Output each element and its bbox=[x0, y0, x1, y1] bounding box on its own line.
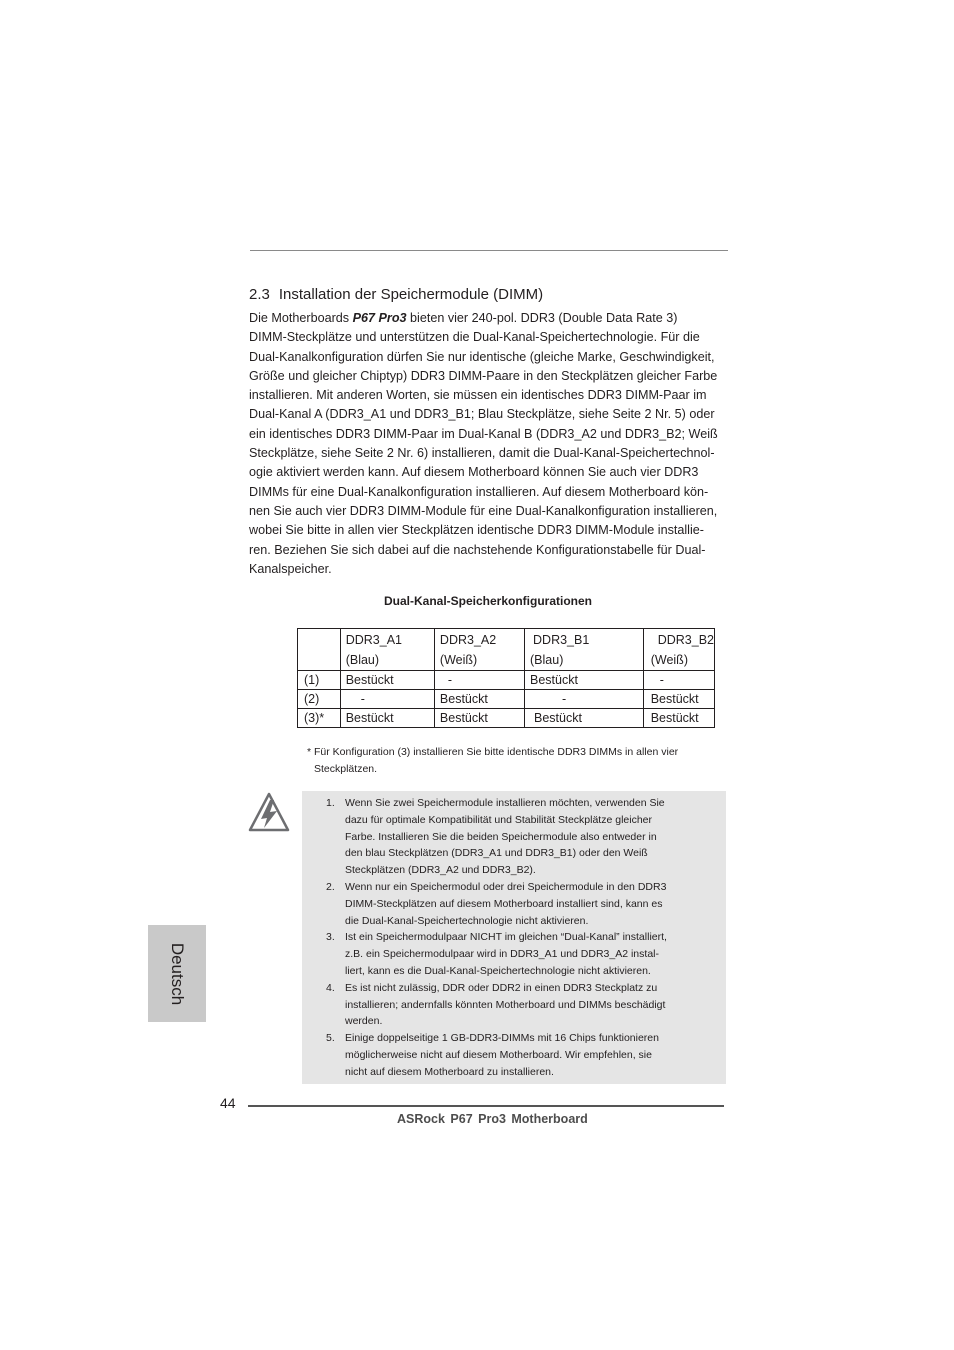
table-cell: - bbox=[340, 690, 434, 709]
note-line: die Dual-Kanal-Speichertechnologie nicht aktivieren. bbox=[345, 914, 589, 927]
note-line: Farbe. Installieren Sie die beiden Speichermodule also entweder in bbox=[345, 830, 657, 843]
footer-title: ASRock P67 Pro3 Motherboard bbox=[397, 1112, 588, 1126]
row-label: (1) bbox=[298, 671, 341, 690]
body-line: nen Sie auch vier DDR3 DIMM-Module für eine Dual-Kanalkonfiguration installieren, bbox=[249, 503, 718, 518]
footnote-line: Steckplätzen. bbox=[314, 763, 378, 775]
note-line: Steckplätzen (DDR3_A2 und DDR3_B2). bbox=[345, 864, 536, 877]
section-number: 2.3 bbox=[249, 286, 270, 303]
language-tab-label: Deutsch bbox=[168, 942, 187, 1005]
body-line: ren. Beziehen Sie sich dabei auf die nachstehende Konfigurationstabelle für Dual- bbox=[249, 542, 706, 557]
table-cell: Bestückt bbox=[525, 709, 644, 728]
slot-name: DDR3_B1 bbox=[533, 633, 590, 647]
table-cell: - bbox=[643, 671, 714, 690]
note-number: 4. bbox=[326, 981, 335, 994]
table-row bbox=[298, 709, 715, 728]
row-label: (3)* bbox=[298, 709, 341, 728]
note-line: werden. bbox=[345, 1015, 383, 1028]
table-cell: Bestückt bbox=[643, 690, 714, 709]
table-row bbox=[298, 671, 715, 690]
body-line: DIMMs für eine Dual-Kanalkonfiguration installieren. Auf diesem Motherboard kön- bbox=[249, 484, 709, 499]
table-row bbox=[298, 690, 715, 709]
slot-color: (Weiß) bbox=[439, 653, 478, 667]
note-number: 3. bbox=[326, 931, 335, 944]
body-line bbox=[249, 309, 731, 328]
note-line: nicht auf diesem Motherboard zu installieren. bbox=[345, 1065, 554, 1078]
note-line: Wenn nur ein Speichermodul oder drei Speichermodule in den DDR3 bbox=[345, 880, 667, 893]
table-header-cell bbox=[525, 629, 644, 671]
note-line: installieren; andernfalls könnten Motherboard und DIMMs beschädigt bbox=[345, 998, 666, 1011]
notes-box bbox=[302, 791, 726, 1084]
body-line: Dual-Kanalkonfiguration dürfen Sie nur identische (gleiche Marke, Geschwindigkeit, bbox=[249, 349, 715, 364]
body-line: DIMM-Steckplätze und unterstützen die Dual-Kanal-Speichertechnologie. Für die bbox=[249, 330, 700, 345]
body-line: Dual-Kanal A (DDR3_A1 und DDR3_B1; Blau Steckplätze, siehe Seite 2 Nr. 5) oder bbox=[249, 407, 715, 422]
table-header-cell bbox=[643, 629, 714, 671]
table-cell: Bestückt bbox=[434, 709, 524, 728]
slot-color: (Weiß) bbox=[650, 653, 688, 667]
note-line: Einige doppelseitige 1 GB-DDR3-DIMMs mit 16 Chips funktionieren bbox=[345, 1032, 659, 1045]
section-title: Installation der Speichermodule (DIMM) bbox=[278, 286, 544, 303]
header-rule bbox=[250, 250, 728, 251]
body-line: Größe und gleicher Chiptyp) DDR3 DIMM-Paare in den Steckplätzen gleicher Farbe bbox=[249, 368, 718, 383]
note-line: z.B. ein Speichermodulpaar wird in DDR3_A1 und DDR3_A2 instal- bbox=[345, 948, 659, 961]
slot-name: DDR3_A2 bbox=[439, 633, 497, 647]
body-line: wobei Sie bitte in allen vier Steckplätzen identische DDR3 DIMM-Module installie- bbox=[249, 523, 704, 538]
footnote-line: * Für Konfiguration (3) installieren Sie bitte identische DDR3 DIMMs in allen vier bbox=[307, 746, 679, 758]
note-line: den blau Steckplätzen (DDR3_A1 und DDR3_B1) oder den Weiß bbox=[345, 847, 648, 860]
note-line: möglicherweise nicht auf diesem Motherboard. Wir empfehlen, sie bbox=[345, 1048, 652, 1061]
table-cell: - bbox=[434, 671, 524, 690]
table-cell: - bbox=[525, 690, 644, 709]
table-cell: Bestückt bbox=[525, 671, 644, 690]
memory-config-table bbox=[297, 628, 715, 728]
body-text-fragment: bieten vier 240-pol. DDR3 (Double Data Rate 3) bbox=[406, 311, 678, 325]
note-item bbox=[326, 1030, 726, 1080]
note-number: 1. bbox=[326, 797, 335, 809]
body-line: installieren. Mit anderen Worten, sie müssen ein identisches DDR3 DIMM-Paar im bbox=[249, 388, 707, 403]
body-paragraph bbox=[249, 309, 731, 579]
table-header-cell bbox=[340, 629, 434, 671]
note-line: Wenn Sie zwei Speichermodule installieren möchten, verwenden Sie bbox=[345, 797, 665, 809]
notes-list bbox=[326, 795, 726, 1081]
table-cell: Bestückt bbox=[340, 709, 434, 728]
slot-name: DDR3_B2 bbox=[657, 633, 714, 647]
language-tab bbox=[148, 925, 206, 1022]
section-heading bbox=[249, 286, 543, 303]
note-line: liert, kann es die Dual-Kanal-Speichertechnologie nicht aktivieren. bbox=[345, 964, 651, 977]
warning-icon bbox=[248, 792, 290, 832]
note-number: 2. bbox=[326, 880, 335, 893]
note-item bbox=[326, 929, 726, 979]
slot-name: DDR3_A1 bbox=[345, 633, 402, 647]
body-text-fragment: Die Motherboards bbox=[249, 311, 353, 325]
table-header-cell bbox=[434, 629, 524, 671]
footer-rule bbox=[248, 1105, 724, 1107]
body-line: Steckplätze, siehe Seite 2 Nr. 6) installieren, damit die Dual-Kanal-Speichertechnol- bbox=[249, 446, 715, 461]
table-footnote bbox=[307, 744, 727, 778]
note-line: Ist ein Speichermodulpaar NICHT im gleichen “Dual-Kanal” installiert, bbox=[345, 931, 667, 944]
note-line: Es ist nicht zulässig, DDR oder DDR2 in einen DDR3 Steckplatz zu bbox=[345, 981, 658, 994]
table-header-row bbox=[298, 629, 715, 671]
note-number: 5. bbox=[326, 1032, 335, 1045]
slot-color: (Blau) bbox=[530, 653, 564, 667]
product-name: P67 Pro3 bbox=[352, 311, 407, 325]
row-label: (2) bbox=[298, 690, 341, 709]
note-line: DIMM-Steckplätzen auf diesem Motherboard installiert sind, kann es bbox=[345, 897, 663, 910]
body-line: ogie aktiviert werden kann. Auf diesem Motherboard können Sie auch vier DDR3 bbox=[249, 465, 699, 480]
slot-color: (Blau) bbox=[345, 653, 380, 667]
page-number: 44 bbox=[220, 1095, 236, 1111]
note-line: dazu für optimale Kompatibilität und Stabilität Steckplätze gleicher bbox=[345, 813, 653, 826]
note-item bbox=[326, 795, 726, 879]
table-cell: Bestückt bbox=[643, 709, 714, 728]
table-cell: Bestückt bbox=[340, 671, 434, 690]
table-title: Dual-Kanal-Speicherkonfigurationen bbox=[383, 594, 593, 608]
note-item bbox=[326, 980, 726, 1030]
table-corner-cell bbox=[298, 629, 341, 671]
note-item bbox=[326, 879, 726, 929]
body-line: ein identisches DDR3 DIMM-Paar im Dual-Kanal B (DDR3_A2 und DDR3_B2; Weiß bbox=[249, 426, 718, 441]
body-line: Kanalspeicher. bbox=[249, 561, 332, 576]
table-cell: Bestückt bbox=[434, 690, 524, 709]
